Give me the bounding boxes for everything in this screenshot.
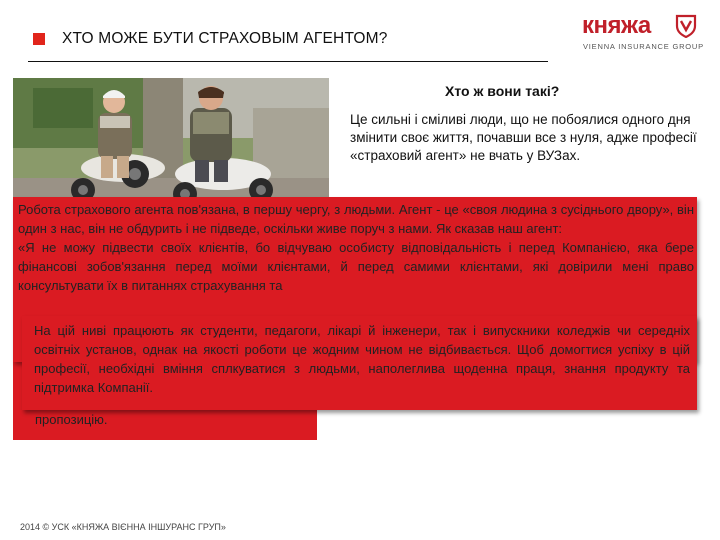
company-logo (582, 12, 704, 56)
main-paragraph-1: Робота страхового агента пов'язана, в першу чергу, з людьми. Агент - це «своя людина з сусіднього двору», він один з нас, він не обдурить і не підведе, оскільки живе поруч з нами. Як сказав наш агент: (18, 202, 694, 236)
main-block-content (18, 200, 694, 295)
logo-subtitle: VIENNA INSURANCE GROUP (583, 42, 704, 51)
overlay-text-block (22, 316, 697, 410)
overlay-block-text: На цій ниві працюють як студенти, педагоги, лікарі й інженери, так і випускники коледжів чи середніх освітніх установ, однак на якості роботи це жодним чином не відбивається. Щоб домогтися успіху в цій професії, необхідні вміння сплкуватися з людьми, наполеглива щоденна праця, знання продукту та підтримка Компанії. (34, 323, 690, 395)
header-divider (28, 61, 548, 62)
lower-block-text: пропозицію. (35, 412, 108, 427)
logo-wordmark: княжа (582, 12, 651, 39)
photo-two-women-on-scooters-icon (13, 78, 329, 206)
main-paragraph-2: «Я не можу підвести своїх клієнтів, бо відчуваю особисту відповідальність і перед Компанією, яка бере фінансові зобов'язання перед моїми клієнтами, й перед самими клієнтами, які довірили мені право консультувати їх в питаннях страхування та (18, 240, 694, 293)
who-heading: Хто ж вони такі? (445, 83, 560, 99)
agents-photo (13, 78, 329, 206)
logo-shield-icon (675, 14, 697, 38)
title-bullet (33, 33, 45, 45)
slide-title: ХТО МОЖЕ БУТИ СТРАХОВЫМ АГЕНТОМ? (62, 30, 388, 47)
footer-copyright: 2014 © УСК «КНЯЖА ВІЄННА ІНШУРАНС ГРУП» (20, 522, 226, 532)
intro-text: Це сильні і сміливі люди, що не побоялися одного дня змінити своє життя, почавши все з нуля, адже професії «страховий агент» не вчать у ВУЗах. (350, 112, 697, 163)
